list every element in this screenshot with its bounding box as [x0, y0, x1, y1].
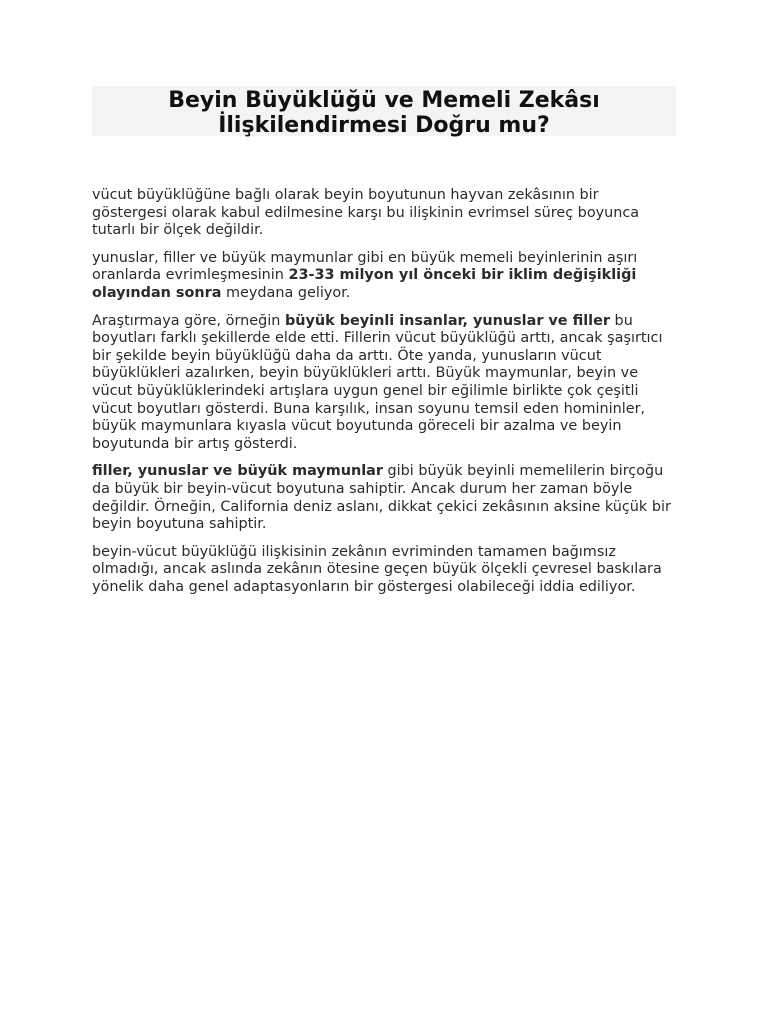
paragraph-3-bold: büyük beyinli insanlar, yunuslar ve filler [284, 312, 610, 329]
paragraph-2 [92, 250, 676, 303]
paragraph-4-text-end: gibi büyük beyinli memelilerin birçoğu da büyük bir beyin-vücut boyutuna sahiptir. Ancak durum her zaman böyle değildir. Örneğin, California deniz aslanı, dikkat çekici zekâsının aksine küçük bir beyin boyutuna sahiptir. [92, 463, 671, 533]
paragraph-3-text-end: bu boyutları farklı şekillerde elde etti. Fillerin vücut büyüklüğü arttı, ancak şaşırtıcı bir şekilde beyin büyüklüğü daha da arttı. Öte yanda, yunusların vücut büyüklükleri azalırken, beyin büyüklükleri arttı. Büyük maymunlar, beyin ve vücut büyüklüklerindeki artışlara uygun genel bir eğilimle birlikte çok çeşitli vücut boyutları gösterdi. Buna karşılık, insan soyunu temsil eden homininler, büyük maymunlara kıyasla vücut boyutunda göreceli bir azalma ve beyin boyutunda bir artış gösterdi. [92, 312, 663, 452]
paragraph-1-text: vücut büyüklüğüne bağlı olarak beyin boyutunun hayvan zekâsının bir göstergesi olarak kabul edilmesine karşı bu ilişkinin evrimsel süreç boyunca tutarlı bir ölçek değildir. [92, 187, 640, 239]
page-title: Beyin Büyüklüğü ve Memeli Zekâsı İlişkilendirmesi Doğru mu? [168, 88, 600, 138]
paragraph-3-text-start: Araştırmaya göre, örneğin [92, 312, 285, 329]
paragraph-4-bold: filler, yunuslar ve büyük maymunlar [92, 463, 383, 480]
article-body [92, 187, 676, 596]
title-banner [92, 86, 676, 136]
paragraph-2-bold: 23-33 milyon yıl önceki bir iklim değişikliği olayından sonra [92, 267, 637, 301]
paragraph-4 [92, 463, 676, 533]
paragraph-2-text-start: yunuslar, filler ve büyük maymunlar gibi en büyük memeli beyinlerinin aşırı oranlarda evrimleşmesinin [92, 249, 638, 284]
paragraph-5 [92, 544, 676, 597]
document-page [92, 86, 676, 606]
paragraph-2-text-end: meydana geliyor. [221, 284, 351, 301]
paragraph-3 [92, 313, 676, 454]
paragraph-1 [92, 187, 676, 240]
paragraph-5-text: beyin-vücut büyüklüğü ilişkisinin zekânın evriminden tamamen bağımsız olmadığı, ancak aslında zekânın ötesine geçen büyük ölçekli çevresel baskılara yönelik daha genel adaptasyonların bir göstergesi olabileceği iddia ediliyor. [92, 543, 662, 595]
